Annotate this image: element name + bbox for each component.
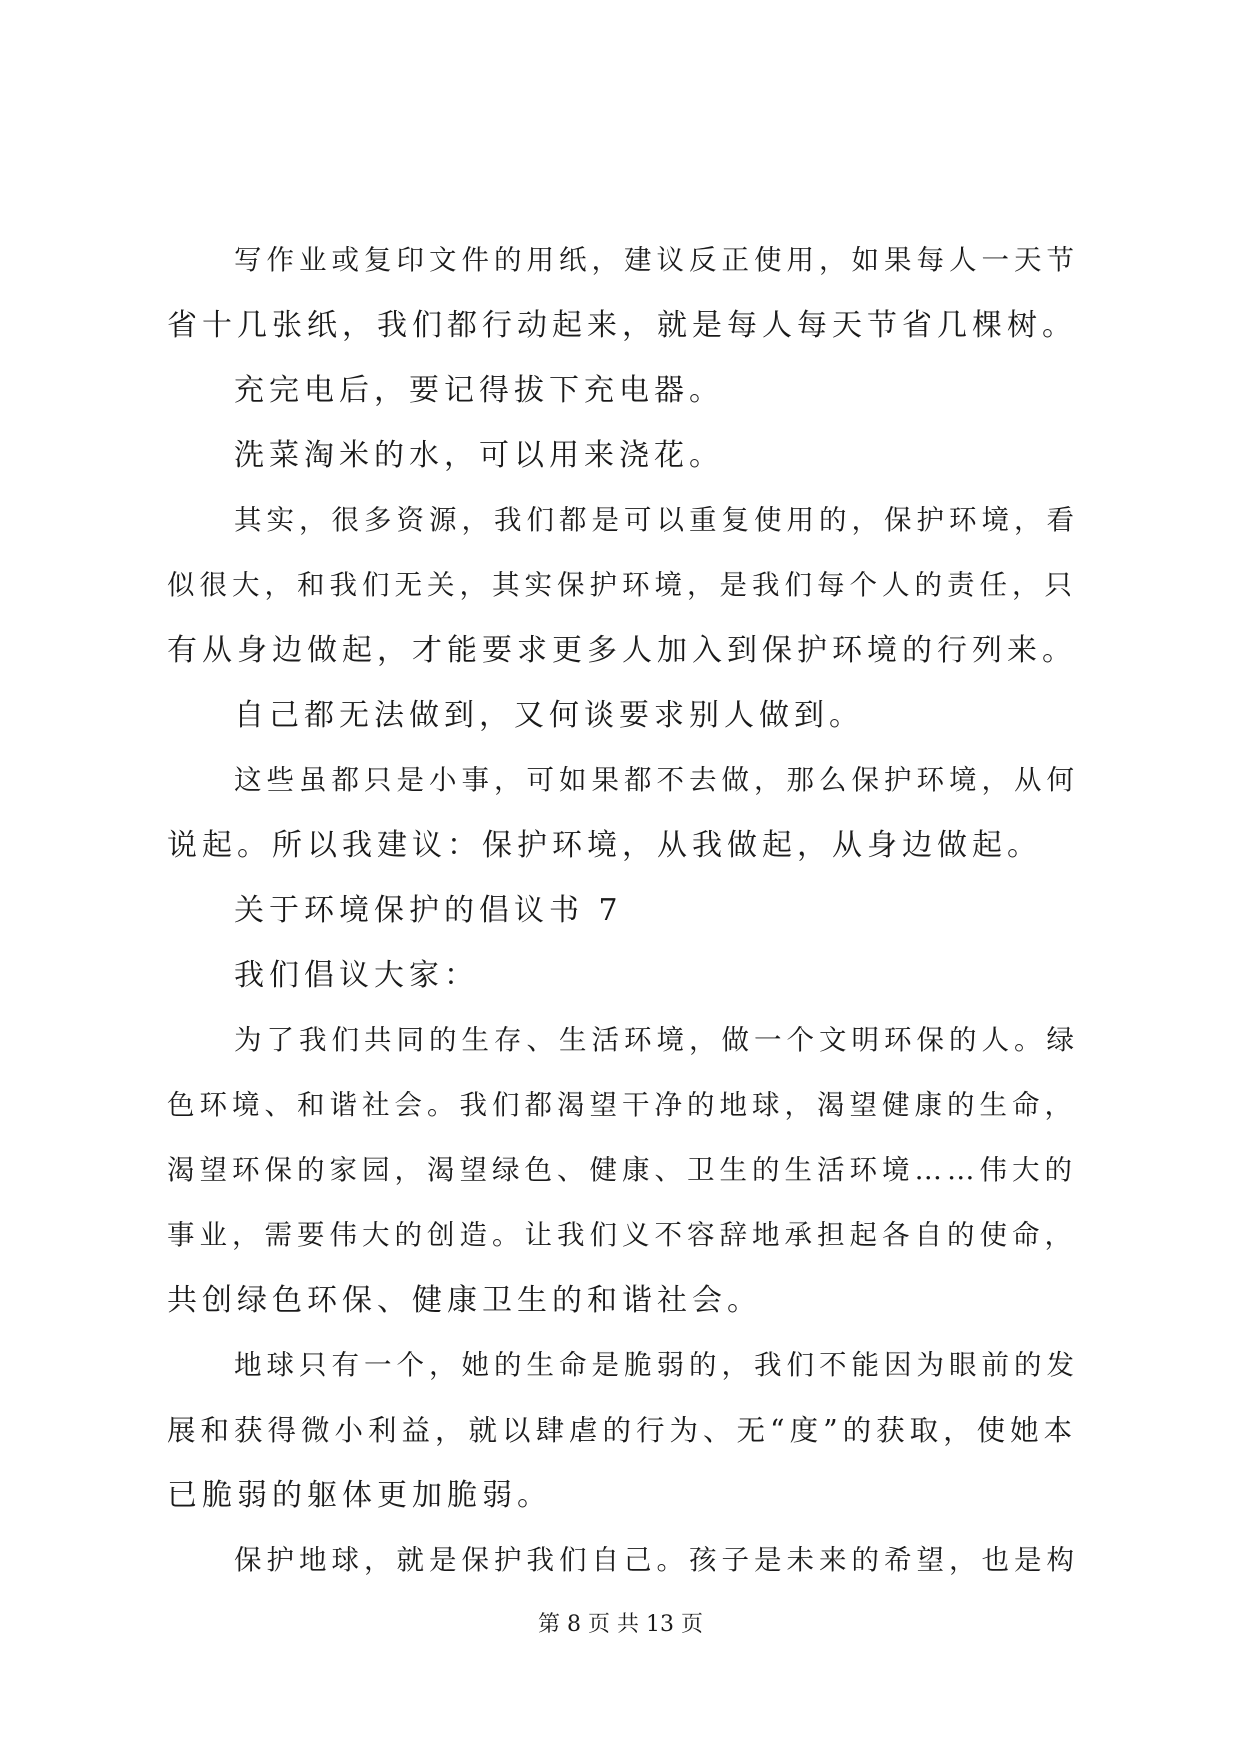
text-line: 事业，需要伟大的创造。让我们义不容辞地承担起各自的使命， — [167, 1219, 1077, 1251]
text-line: 其实，很多资源，我们都是可以重复使用的，保护环境，看 — [234, 504, 1079, 536]
text-line: 有从身边做起，才能要求更多人加入到保护环境的行列来。 — [167, 633, 1077, 668]
text-line: 洗菜淘米的水，可以用来浇花。 — [234, 438, 724, 473]
text-line: 充完电后，要记得拔下充电器。 — [234, 373, 724, 408]
text-line: 写作业或复印文件的用纸，建议反正使用，如果每人一天节 — [234, 244, 1079, 276]
page-number-footer: 第 8 页 共 13 页 — [538, 1612, 703, 1637]
document-body — [167, 228, 1082, 1593]
text-line: 我们倡议大家： — [234, 958, 479, 993]
text-line: 这些虽都只是小事，可如果都不去做，那么保护环境，从何 — [234, 764, 1079, 796]
text-line: 似很大，和我们无关，其实保护环境，是我们每个人的责任，只 — [167, 569, 1077, 601]
text-line: 地球只有一个，她的生命是脆弱的，我们不能因为眼前的发 — [234, 1349, 1079, 1381]
text-line: 为了我们共同的生存、生活环境，做一个文明环保的人。绿 — [234, 1024, 1079, 1056]
section-heading: 关于环境保护的倡议书 7 — [234, 893, 623, 928]
text-line: 保护地球，就是保护我们自己。孩子是未来的希望，也是构 — [234, 1544, 1079, 1576]
text-line: 渴望环保的家园，渴望绿色、健康、卫生的生活环境……伟大的 — [167, 1154, 1077, 1186]
text-line: 色环境、和谐社会。我们都渴望干净的地球，渴望健康的生命， — [167, 1089, 1077, 1121]
text-line: 展和获得微小利益，就以肆虐的行为、无“度”的获取，使她本 — [167, 1414, 1078, 1447]
text-line: 省十几张纸，我们都行动起来，就是每人每天节省几棵树。 — [167, 308, 1077, 343]
text-line: 已脆弱的躯体更加脆弱。 — [167, 1478, 552, 1513]
text-line: 共创绿色环保、健康卫生的和谐社会。 — [167, 1283, 762, 1318]
text-line: 自己都无法做到，又何谈要求别人做到。 — [234, 698, 864, 733]
text-line: 说起。所以我建议：保护环境，从我做起，从身边做起。 — [167, 828, 1042, 863]
